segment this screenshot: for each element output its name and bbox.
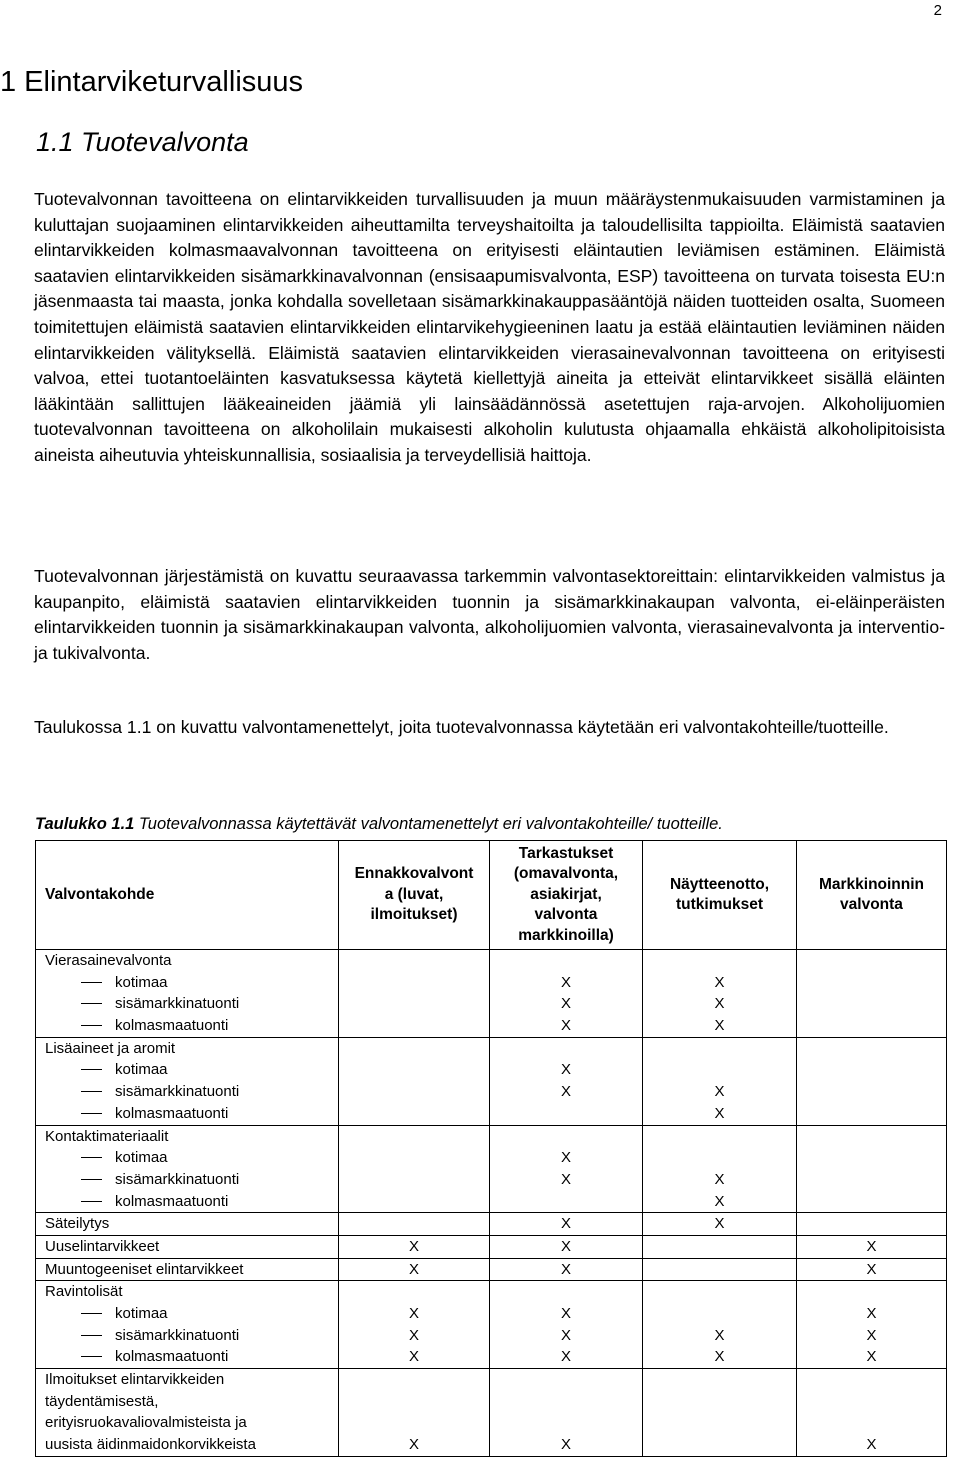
table-header-line: (omavalvonta,	[513, 865, 619, 883]
x-mark: X	[560, 1260, 571, 1278]
table-cell-mark	[339, 950, 490, 1038]
label-text: sisämarkkinatuonti	[115, 995, 240, 1013]
table-cell-mark	[490, 1369, 643, 1457]
label-text: Muuntogeeniset elintarvikkeet	[45, 1260, 244, 1278]
label-text: Uuselintarvikkeet	[45, 1237, 160, 1255]
table-header-line: valvonta	[840, 896, 903, 913]
x-mark	[797, 1147, 946, 1169]
dash-bullet	[81, 1091, 102, 1092]
empty-line	[339, 950, 489, 972]
empty-line	[643, 1369, 796, 1391]
table-cell-mark	[339, 1369, 490, 1457]
table-cell-mark	[643, 1281, 797, 1369]
table-cell-mark	[643, 1258, 797, 1281]
x-mark: X	[560, 1436, 571, 1454]
table-cell-mark	[490, 1213, 643, 1236]
category-label: Ilmoitukset elintarvikkeiden	[45, 1371, 225, 1389]
x-mark: X	[866, 1326, 877, 1344]
x-mark	[339, 1081, 489, 1103]
dash-bullet	[81, 1069, 102, 1070]
x-mark	[797, 972, 946, 994]
x-mark: X	[560, 1170, 571, 1188]
dash-bullet	[81, 1025, 102, 1026]
table-cell-mark	[797, 1125, 947, 1213]
x-mark: X	[714, 973, 725, 991]
empty-line	[643, 1126, 796, 1148]
table-cell-mark	[643, 1037, 797, 1125]
x-mark: X	[560, 1305, 571, 1322]
label-text: sisämarkkinatuonti	[115, 1170, 240, 1188]
empty-line	[339, 1038, 489, 1060]
x-mark: X	[560, 1149, 571, 1167]
table-cell-mark	[643, 950, 797, 1038]
empty-line	[339, 1281, 489, 1303]
control-methods-table	[35, 840, 947, 1457]
table-row	[36, 1125, 947, 1213]
table-cell-target	[36, 1369, 339, 1457]
table-cell-target	[36, 1235, 339, 1258]
subitem-label	[36, 1015, 338, 1037]
table-cell-mark	[797, 1213, 947, 1236]
empty-line	[797, 1369, 946, 1391]
empty-line	[797, 1281, 946, 1303]
empty-line	[797, 1412, 946, 1434]
x-mark	[643, 1147, 796, 1169]
table-header-line: valvonta	[534, 906, 598, 924]
subitem-label	[36, 1191, 338, 1213]
dash-bullet	[81, 982, 102, 983]
table-header-line: tutkimukset	[676, 896, 763, 913]
empty-line	[643, 1391, 796, 1413]
x-mark	[643, 1059, 796, 1081]
x-mark: X	[408, 1436, 419, 1454]
table-caption	[35, 815, 723, 834]
table-caption-label: Taulukko 1.1	[35, 815, 135, 833]
x-mark: X	[714, 1215, 725, 1233]
table-header-line: Näytteenotto,	[669, 875, 770, 893]
empty-line	[643, 950, 796, 972]
label-text: uusista äidinmaidonkorvikkeista	[45, 1436, 256, 1454]
empty-line	[490, 1281, 642, 1303]
label-text: kolmasmaatuonti	[115, 1017, 229, 1035]
x-mark: X	[408, 1260, 419, 1278]
paragraph-intro: Tuotevalvonnan tavoitteena on elintarvikkeiden turvallisuuden ja muun määräystenmukaisuuden varmistaminen ja kuluttajan suojaaminen elintarvikkeiden aiheuttamilta terveyshaitoilta ja taloudellisilta tappioilta. Eläimistä saatavien elintarvikkeiden kolmasmaavalvonnan tavoitteena on erityisesti eläintautien leviämisen estäminen. Eläimistä saatavien elintarvikkeiden sisämarkkinavalvonnan (ensisaapumisvalvonta, ESP) tavoitteena on turvata toisesta EU:n jäsenmaasta tai maasta, jonka kohdalla sovelletaan sisämarkkinakauppasääntöjä näiden tuotteiden osalta, Suomeen toimitettujen eläimistä saatavien elintarvikkeiden elintarvikehygieeninen laatu ja estää eläintautien leviäminen näiden elintarvikkeiden välityksellä. Eläimistä saatavien elintarvikkeiden vierasainevalvonnan tavoitteena on erityisesti valvoa, ettei tuotantoeläinten kasvatuksessa käytetä kiellettyjä aineita ja etteivät elintarvikkeet sisällä eläinten lääkintään sallittujen lääkeaineiden jäämiä yli lainsäädännössä asetettujen raja-arvojen. Alkoholijuomien tuotevalvonnan tavoitteena on alkoholilain mukaisesti alkoholin kulutusta ohjaamalla ehkäistä alkoholipitoisista aineista aiheutuvia yhteiskunnallisia, sosiaalisia ja terveydellisiä haittoja.	[34, 189, 945, 465]
table-body	[36, 950, 947, 1457]
table-cell-mark	[490, 1037, 643, 1125]
table-cell-mark	[643, 1125, 797, 1213]
x-mark: X	[408, 1237, 419, 1255]
table-row	[36, 950, 947, 1038]
x-mark: X	[866, 1348, 877, 1366]
label-text: Säteilytys	[45, 1215, 110, 1233]
dash-bullet	[81, 1157, 102, 1158]
x-mark	[339, 1213, 489, 1235]
category-label: täydentämisestä,	[45, 1392, 159, 1410]
table-cell-mark	[797, 1235, 947, 1258]
table-row	[36, 1258, 947, 1281]
table-cell-mark	[339, 1235, 490, 1258]
x-mark: X	[866, 1237, 877, 1255]
x-mark: X	[714, 1326, 725, 1344]
label-text: kotimaa	[115, 1061, 168, 1079]
empty-line	[490, 1391, 642, 1413]
table-header-line: markkinoilla)	[518, 926, 614, 944]
x-mark	[643, 1434, 796, 1456]
table-header-cell	[797, 841, 947, 950]
paragraph-table-reference: Taulukossa 1.1 on kuvattu valvontamenettelyt, joita tuotevalvonnassa käytetään eri valvontakohteille/tuotteille.	[34, 717, 889, 737]
category-label: Ravintolisät	[45, 1283, 123, 1301]
table-cell-target	[36, 1213, 339, 1236]
empty-line	[339, 1391, 489, 1413]
empty-line	[797, 1126, 946, 1148]
x-mark: X	[866, 1436, 877, 1454]
empty-line	[490, 950, 642, 972]
label-text: sisämarkkinatuonti	[115, 1326, 240, 1344]
table-header-cell	[339, 841, 490, 950]
table-header-row	[36, 841, 947, 950]
x-mark	[339, 1015, 489, 1037]
table-row	[36, 1235, 947, 1258]
empty-line	[797, 1391, 946, 1413]
label-text: kotimaa	[115, 973, 168, 991]
table-header-cell	[643, 841, 797, 950]
empty-line	[643, 1412, 796, 1434]
table-cell-target	[36, 1258, 339, 1281]
x-mark: X	[714, 1083, 725, 1101]
subitem-label	[36, 1147, 338, 1169]
label-text: kolmasmaatuonti	[115, 1192, 229, 1210]
page-number: 2	[933, 2, 942, 19]
empty-line	[797, 950, 946, 972]
x-mark	[797, 1191, 946, 1213]
subitem-label	[36, 1103, 338, 1125]
x-mark	[339, 1059, 489, 1081]
x-mark: X	[714, 1192, 725, 1210]
subitem-label	[36, 993, 338, 1015]
dash-bullet	[81, 1201, 102, 1202]
x-mark: X	[714, 1170, 725, 1188]
dash-bullet	[81, 1003, 102, 1004]
table-cell-mark	[797, 1258, 947, 1281]
table-row	[36, 1213, 947, 1236]
x-mark: X	[560, 1348, 571, 1366]
table-cell-mark	[490, 1258, 643, 1281]
x-mark: X	[408, 1348, 419, 1366]
empty-line	[490, 1412, 642, 1434]
table-cell-mark	[339, 1213, 490, 1236]
table-cell-mark	[339, 1125, 490, 1213]
x-mark	[339, 1169, 489, 1191]
table-header-cell	[490, 841, 643, 950]
subitem-label	[36, 1303, 338, 1325]
table-cell-mark	[339, 1281, 490, 1369]
x-mark	[797, 1103, 946, 1125]
x-mark: X	[560, 1061, 571, 1079]
table-cell-mark	[490, 950, 643, 1038]
table-cell-target	[36, 1281, 339, 1369]
empty-line	[490, 1369, 642, 1391]
label-text: kotimaa	[115, 1149, 168, 1167]
empty-line	[643, 1281, 796, 1303]
x-mark: X	[866, 1260, 877, 1278]
empty-line	[339, 1412, 489, 1434]
x-mark	[339, 1191, 489, 1213]
x-mark	[643, 1303, 796, 1325]
table-header-line: Markkinoinnin	[818, 875, 925, 893]
label-text: kotimaa	[115, 1305, 168, 1322]
dash-bullet	[81, 1313, 102, 1314]
category-label: Vierasainevalvonta	[45, 952, 172, 969]
x-mark	[797, 1169, 946, 1191]
subitem-label	[36, 1325, 338, 1347]
dash-bullet	[81, 1335, 102, 1336]
empty-line	[490, 1038, 642, 1060]
x-mark	[797, 1015, 946, 1037]
x-mark: X	[560, 973, 571, 991]
x-mark	[339, 1147, 489, 1169]
empty-line	[797, 1038, 946, 1060]
subitem-label	[36, 1169, 338, 1191]
table-header-line: Ennakkovalvont	[354, 865, 474, 883]
x-mark: X	[560, 1326, 571, 1344]
dash-bullet	[81, 1179, 102, 1180]
table-header-line: a (luvat,	[384, 885, 444, 903]
table-cell-target	[36, 950, 339, 1038]
table-cell-mark	[643, 1213, 797, 1236]
table-cell-mark	[490, 1281, 643, 1369]
label-text: kolmasmaatuonti	[115, 1348, 229, 1366]
category-label: erityisruokavaliovalmisteista ja	[45, 1414, 247, 1432]
x-mark: X	[714, 1017, 725, 1035]
label-text: kolmasmaatuonti	[115, 1104, 229, 1122]
dash-bullet	[81, 1113, 102, 1114]
table-cell-mark	[797, 1037, 947, 1125]
item-label	[36, 1434, 338, 1456]
table-cell-mark	[490, 1235, 643, 1258]
table-cell-mark	[339, 1037, 490, 1125]
subitem-label	[36, 972, 338, 994]
subitem-label	[36, 1059, 338, 1081]
table-cell-target	[36, 1037, 339, 1125]
x-mark: X	[560, 995, 571, 1013]
empty-line	[490, 1126, 642, 1148]
table-cell-target	[36, 1125, 339, 1213]
paragraph-organization: Tuotevalvonnan järjestämistä on kuvattu seuraavassa tarkemmin valvontasektoreittain: elintarvikkeiden valmistus ja kaupanpito, eläimistä saatavien elintarvikkeiden tuonnin ja sisämarkkinakaupan valvonta, ei-eläinperäisten elintarvikkeiden tuonnin ja sisämarkkinakaupan valvonta, alkoholijuomien valvonta, vierasainevalvonta ja interventio- ja tukivalvonta.	[34, 566, 945, 663]
x-mark: X	[866, 1305, 877, 1322]
x-mark: X	[560, 1215, 571, 1233]
dash-bullet	[81, 1356, 102, 1357]
item-label	[36, 1213, 338, 1235]
x-mark: X	[714, 1104, 725, 1122]
table-header-cell	[36, 841, 339, 950]
table-row	[36, 1369, 947, 1457]
x-mark	[797, 1213, 946, 1235]
x-mark	[339, 993, 489, 1015]
empty-line	[339, 1369, 489, 1391]
table-cell-mark	[797, 1369, 947, 1457]
table-cell-mark	[490, 1125, 643, 1213]
x-mark: X	[560, 1083, 571, 1101]
x-mark: X	[560, 1237, 571, 1255]
x-mark: X	[408, 1305, 419, 1322]
x-mark: X	[408, 1326, 419, 1344]
x-mark	[339, 1103, 489, 1125]
table-row	[36, 1037, 947, 1125]
table-row	[36, 1281, 947, 1369]
table-cell-mark	[339, 1258, 490, 1281]
x-mark	[339, 972, 489, 994]
category-label: Lisäaineet ja aromit	[45, 1039, 176, 1057]
empty-line	[339, 1126, 489, 1148]
table-cell-mark	[797, 1281, 947, 1369]
table-header-line: Valvontakohde	[45, 885, 155, 903]
table-caption-text: Tuotevalvonnassa käytettävät valvontamenettelyt eri valvontakohteille/ tuotteille.	[134, 815, 723, 833]
x-mark: X	[714, 995, 725, 1013]
chapter-heading: 1 Elintarviketurvallisuus	[0, 66, 304, 98]
x-mark	[797, 1059, 946, 1081]
x-mark	[490, 1103, 642, 1125]
item-label	[36, 1259, 338, 1281]
x-mark	[643, 1236, 796, 1258]
table-cell-mark	[797, 950, 947, 1038]
table-header-line: ilmoitukset)	[370, 906, 458, 924]
table-cell-mark	[643, 1369, 797, 1457]
x-mark: X	[714, 1348, 725, 1366]
subitem-label	[36, 1346, 338, 1368]
x-mark	[797, 993, 946, 1015]
label-text: sisämarkkinatuonti	[115, 1083, 240, 1101]
item-label	[36, 1236, 338, 1258]
subitem-label	[36, 1081, 338, 1103]
x-mark	[797, 1081, 946, 1103]
table-header-line: asiakirjat,	[530, 885, 602, 903]
x-mark: X	[560, 1017, 571, 1035]
x-mark	[490, 1191, 642, 1213]
x-mark	[643, 1259, 796, 1281]
empty-line	[643, 1038, 796, 1060]
section-heading: 1.1 Tuotevalvonta	[36, 127, 249, 157]
table-cell-mark	[643, 1235, 797, 1258]
table-header-line: Tarkastukset	[518, 844, 614, 862]
category-label: Kontaktimateriaalit	[45, 1127, 169, 1145]
